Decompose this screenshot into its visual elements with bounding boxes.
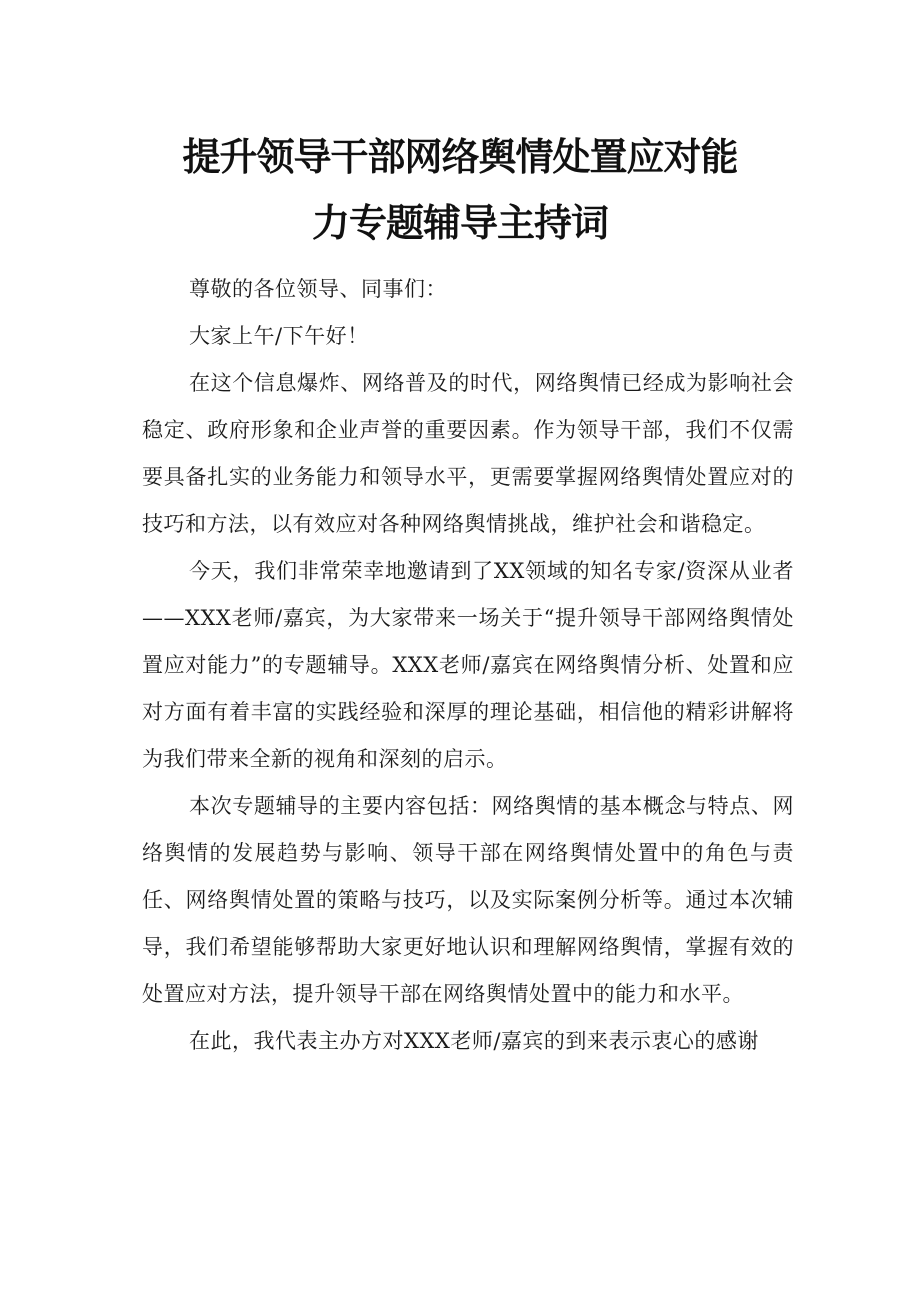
document-body: [142, 266, 794, 1065]
paragraph-speaker-intro: 今天，我们非常荣幸地邀请到了XX领域的知名专家/资深从业者——XXX老师/嘉宾，为大家带来一场关于“提升领导干部网络舆情处置应对能力”的专题辅导。XXX老师/嘉宾在网络舆情分析、处置和应对方面有着丰富的实践经验和深厚的理论基础，相信他的精彩讲解将为我们带来全新的视角和深刻的启示。: [142, 559, 794, 771]
salutation: 尊敬的各位领导、同事们：: [189, 277, 447, 301]
paragraph-content-overview: 本次专题辅导的主要内容包括：网络舆情的基本概念与特点、网络舆情的发展趋势与影响、领导干部在网络舆情处置中的角色与责任、网络舆情处置的策略与技巧，以及实际案例分析等。通过本次辅导，我们希望能够帮助大家更好地认识和理解网络舆情，掌握有效的处置应对方法，提升领导干部在网络舆情处置中的能力和水平。: [142, 794, 794, 1006]
paragraph-thanks: 在此，我代表主办方对XXX老师/嘉宾的到来表示衷心的感谢: [189, 1029, 759, 1053]
paragraph-context: 在这个信息爆炸、网络普及的时代，网络舆情已经成为影响社会稳定、政府形象和企业声誉的重要因素。作为领导干部，我们不仅需要具备扎实的业务能力和领导水平，更需要掌握网络舆情处置应对的技巧和方法，以有效应对各种网络舆情挑战，维护社会和谐稳定。: [142, 371, 794, 536]
greeting: 大家上午/下午好！: [189, 324, 369, 348]
title-line-1: 提升领导干部网络舆情处置应对能: [182, 135, 738, 179]
page-title: [0, 124, 920, 256]
title-line-2: 力专题辅导主持词: [311, 201, 608, 245]
